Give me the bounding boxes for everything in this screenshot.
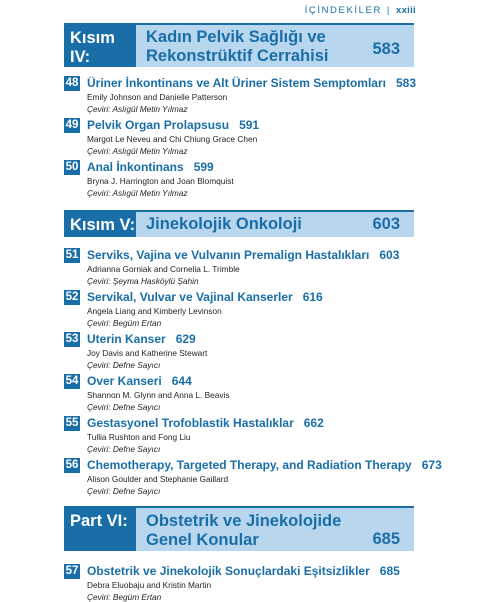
part-header bbox=[64, 506, 414, 551]
chapter-title-text: Gestasyonel Trofoblastik Hastalıklar bbox=[87, 416, 294, 430]
chapter-authors: Shannon M. Glynn and Anna L. Beavis bbox=[87, 390, 230, 400]
chapter-title bbox=[87, 76, 416, 91]
chapter-title-text: Servikal, Vulvar ve Vajinal Kanserler bbox=[87, 290, 293, 304]
chapter-title-text: Anal İnkontinans bbox=[87, 160, 184, 174]
chapter-title-text: Serviks, Vajina ve Vulvanın Premalign Hastalıkları bbox=[87, 248, 370, 262]
part-title bbox=[146, 215, 302, 234]
chapter-title-text: Over Kanseri bbox=[87, 374, 162, 388]
chapter-authors: Joy Davis and Katherine Stewart bbox=[87, 348, 208, 358]
part-label: Kısım V: bbox=[64, 212, 136, 237]
chapter-title bbox=[87, 332, 196, 347]
chapter-translator: Çeviri: Begüm Ertan bbox=[87, 592, 162, 602]
chapter-page: 599 bbox=[193, 160, 214, 174]
chapter-page: 603 bbox=[379, 248, 400, 262]
chapter-authors: Angela Liang and Kimberly Levinson bbox=[87, 306, 222, 316]
part-title bbox=[146, 28, 328, 66]
part-header bbox=[64, 23, 414, 67]
chapter-number: 55 bbox=[65, 417, 79, 429]
running-head-separator: | bbox=[386, 5, 391, 16]
chapter-translator: Çeviri: Defne Sayıcı bbox=[87, 444, 161, 454]
chapter-title bbox=[87, 248, 399, 263]
chapter-page: 673 bbox=[421, 458, 442, 472]
part-title bbox=[146, 512, 341, 550]
chapter-translator: Çeviri: Aslıgül Metin Yılmaz bbox=[87, 104, 188, 114]
part-title-line: Obstetrik ve Jinekolojide bbox=[146, 512, 342, 530]
chapter-number: 54 bbox=[65, 375, 79, 387]
chapter-title bbox=[87, 160, 214, 175]
chapter-title bbox=[87, 118, 259, 133]
chapter-number: 50 bbox=[65, 161, 79, 173]
chapter-translator: Çeviri: Begüm Ertan bbox=[87, 318, 162, 328]
chapter-page: 583 bbox=[395, 76, 416, 90]
chapter-number: 48 bbox=[65, 77, 79, 89]
chapter-title bbox=[87, 416, 324, 431]
chapter-page: 629 bbox=[175, 332, 196, 346]
chapter-title-text: Chemotherapy, Targeted Therapy, and Radiation Therapy bbox=[87, 458, 412, 472]
chapter-authors: Debra Eluobaju and Kristin Martin bbox=[87, 580, 212, 590]
chapter-authors: Emily Johnson and Danielle Patterson bbox=[87, 92, 228, 102]
chapter-translator: Çeviri: Şeyma Hasköylü Şahin bbox=[87, 276, 199, 286]
part-title-line: Rekonstrüktif Cerrahisi bbox=[146, 47, 329, 65]
chapter-authors: Alison Goulder and Stephanie Gaillard bbox=[87, 474, 229, 484]
chapter-title bbox=[87, 564, 400, 579]
chapter-authors: Adrianna Gorniak and Cornelia L. Trimble bbox=[87, 264, 240, 274]
part-page: 603 bbox=[372, 215, 400, 233]
running-head-page: xxiii bbox=[396, 5, 416, 16]
chapter-number: 49 bbox=[65, 119, 79, 131]
part-title-line: Jinekolojik Onkoloji bbox=[146, 215, 302, 233]
chapter-title-text: Üriner İnkontinans ve Alt Üriner Sistem Semptomları bbox=[87, 76, 386, 90]
chapter-translator: Çeviri: Aslıgül Metin Yılmaz bbox=[87, 146, 188, 156]
chapter-title-text: Pelvik Organ Prolapsusu bbox=[87, 118, 230, 132]
chapter-number: 52 bbox=[65, 291, 79, 303]
chapter-number: 57 bbox=[65, 565, 79, 577]
chapter-authors: Tullia Rushton and Fong Liu bbox=[87, 432, 191, 442]
chapter-number: 51 bbox=[65, 249, 79, 261]
chapter-translator: Çeviri: Defne Sayıcı bbox=[87, 360, 161, 370]
part-label: Kısım IV: bbox=[64, 25, 136, 67]
part-label: Part VI: bbox=[64, 508, 136, 551]
chapter-title bbox=[87, 374, 192, 389]
chapter-title bbox=[87, 458, 442, 473]
chapter-authors: Bryna J. Harrington and Joan Blomquist bbox=[87, 176, 234, 186]
part-header bbox=[64, 210, 414, 237]
part-page: 583 bbox=[372, 40, 400, 58]
chapter-number: 56 bbox=[65, 459, 79, 471]
running-head bbox=[305, 5, 416, 16]
chapter-title bbox=[87, 290, 323, 305]
part-title-line: Kadın Pelvik Sağlığı ve bbox=[146, 28, 326, 46]
chapter-number: 53 bbox=[65, 333, 79, 345]
chapter-translator: Çeviri: Aslıgül Metin Yılmaz bbox=[87, 188, 188, 198]
chapter-page: 644 bbox=[171, 374, 192, 388]
chapter-title-text: Uterin Kanser bbox=[87, 332, 166, 346]
part-title-line: Genel Konular bbox=[146, 531, 259, 549]
chapter-page: 591 bbox=[239, 118, 260, 132]
chapter-page: 685 bbox=[379, 564, 400, 578]
chapter-title-text: Obstetrik ve Jinekolojik Sonuçlardaki Eşitsizlikler bbox=[87, 564, 370, 578]
running-head-section: İÇİNDEKİLER bbox=[304, 5, 382, 16]
chapter-authors: Margot Le Neveu and Chi Chiung Grace Chen bbox=[87, 134, 258, 144]
chapter-translator: Çeviri: Defne Sayıcı bbox=[87, 486, 161, 496]
chapter-page: 662 bbox=[303, 416, 324, 430]
chapter-page: 616 bbox=[302, 290, 323, 304]
chapter-translator: Çeviri: Defne Sayıcı bbox=[87, 402, 161, 412]
part-page: 685 bbox=[372, 530, 400, 548]
